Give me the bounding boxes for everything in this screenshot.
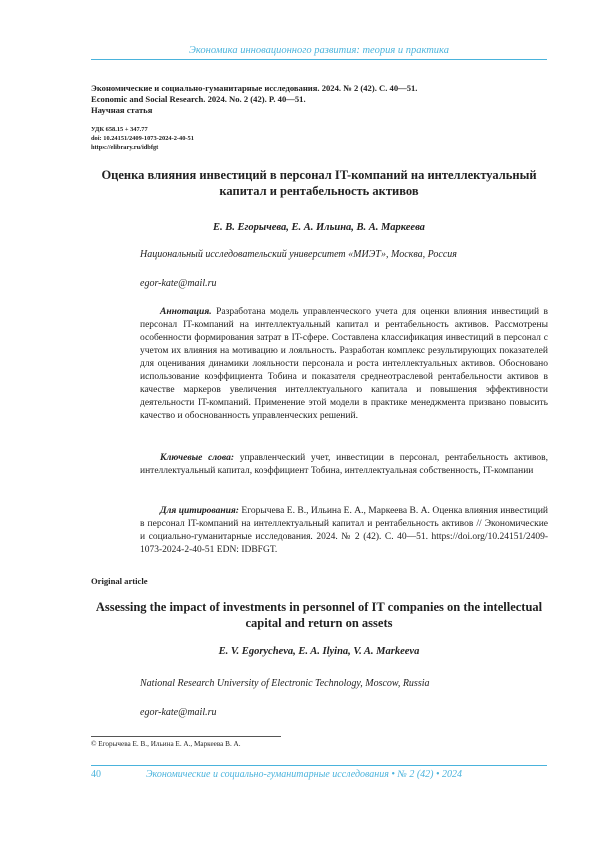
journal-citation-en: Economic and Social Research. 2024. No. 2 (42). P. 40—51. <box>91 94 306 104</box>
article-type-en: Original article <box>91 576 148 586</box>
abstract-label: Аннотация. <box>160 307 212 317</box>
article-type-ru: Научная статья <box>91 105 153 115</box>
article-title-en: Assessing the impact of investments in personnel of IT companies on the intellectual capital and return on assets <box>95 600 543 630</box>
author-email-ru[interactable]: egor-kate@mail.ru <box>140 278 217 289</box>
copyright-note: © Егорычева Е. В., Ильина Е. А., Маркеева В. А. <box>91 740 241 748</box>
authors-en: E. V. Egorycheva, E. A. Ilyina, V. A. Markeeva <box>218 646 420 657</box>
keywords-text: управленческий учет, инвестиции в персонал, рентабельность активов, интеллектуальный капитал, коэффициент Тобина, интеллектуальная собственность, IT-компании <box>140 453 548 476</box>
elibrary-link[interactable]: https://elibrary.ru/idbfgt <box>91 144 159 151</box>
footer-divider <box>91 765 547 766</box>
article-title-ru: Оценка влияния инвестиций в персонал IT-компаний на интеллектуальный капитал и рентабельность активов <box>101 168 537 198</box>
citation-label: Для цитирования: <box>160 506 239 516</box>
running-title: Экономика инновационного развития: теория и практика <box>91 45 547 60</box>
udk-code: УДК 658.15 + 347.77 <box>91 126 148 133</box>
affiliation-ru: Национальный исследовательский университет «МИЭТ», Москва, Россия <box>140 249 457 260</box>
how-to-cite-ru <box>140 505 548 557</box>
identifiers-block <box>91 125 194 152</box>
authors-ru: Е. В. Егорычева, Е. А. Ильина, В. А. Маркеева <box>213 222 425 233</box>
keywords-label: Ключевые слова: <box>160 453 235 463</box>
author-email-en[interactable]: egor-kate@mail.ru <box>140 707 217 718</box>
footnote-divider <box>91 736 281 737</box>
abstract-ru <box>140 306 548 423</box>
footer-journal-title: Экономические и социально-гуманитарные исследования • № 2 (42) • 2024 <box>146 769 462 780</box>
journal-citation-ru: Экономические и социально-гуманитарные исследования. 2024. № 2 (42). С. 40—51. <box>91 83 418 93</box>
doi: doi: 10.24151/2409-1073-2024-2-40-51 <box>91 135 194 142</box>
abstract-text: Разработана модель управленческого учета для оценки влияния инвестиций в персонал IT-компаний на интеллектуальный капитал и рентабельность активов. Рассмотрены особенности формирования затрат в IT-сфере. Составлена классификация инвестиций в персонал с учетом их влияния на мотивацию и лояльность. Разработан комплекс результирующих показателей для оценивания динамики лояльности персонала и роста интеллектуальных активов. Обосновано использование коэффициента Тобина и показателя среднеотраслевой рентабельности активов в качестве маркеров увеличения интеллектуального капитала и повышения эффективности деятельности IT-компаний. Применение этой модели в практике менеджмента призвано повысить качество и обоснованность управленческих решений. <box>140 307 548 421</box>
affiliation-en: National Research University of Electronic Technology, Moscow, Russia <box>140 678 430 689</box>
citation-text: Егорычева Е. В., Ильина Е. А., Маркеева В. А. Оценка влияния инвестиций в персонал IT-компаний на интеллектуальный капитал и рентабельность активов // Экономические и социально-гуманитарные исследования. 2024. № 2 (42). С. 40—51. https://doi.org/10.24151/2409-1073-2024-2-40-51 EDN: IDBFGT. <box>140 506 548 555</box>
page-number: 40 <box>91 769 101 780</box>
keywords-ru <box>140 452 548 478</box>
